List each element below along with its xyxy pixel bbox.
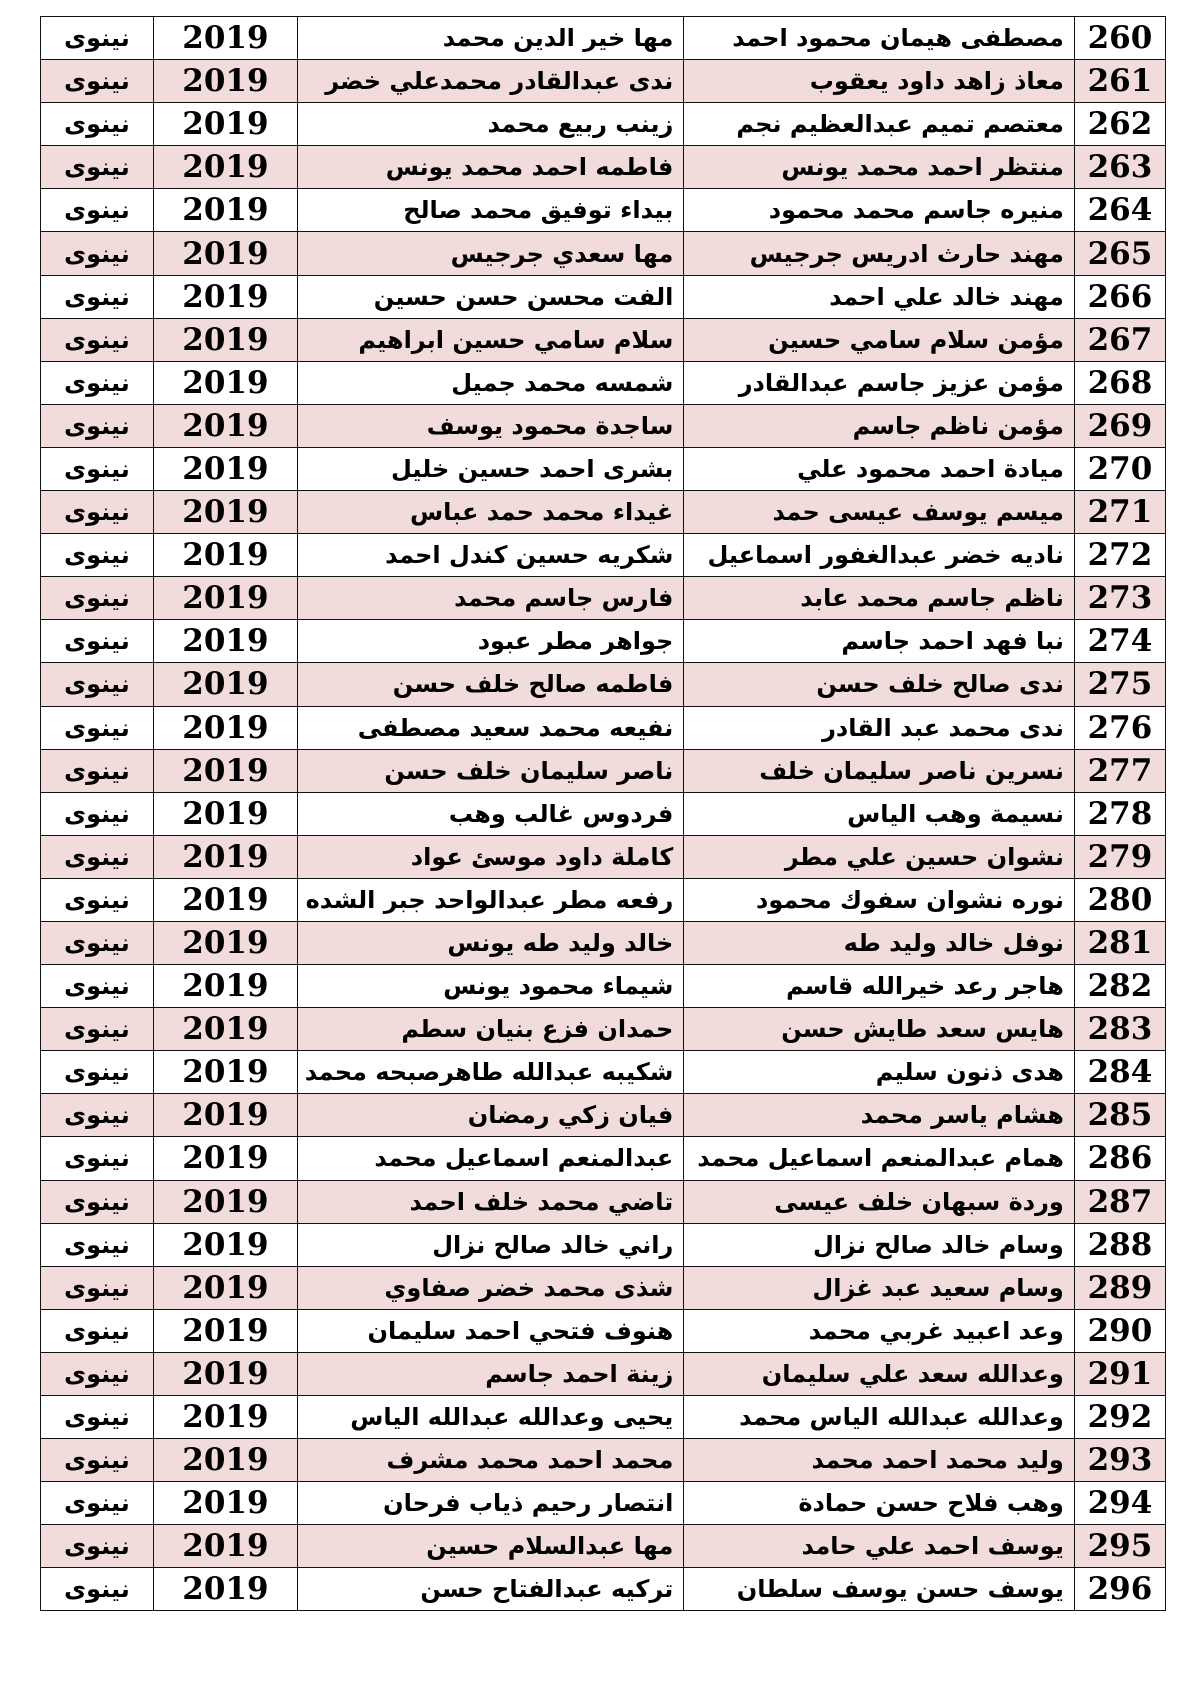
mother-name: محمد احمد محمد مشرف (297, 1439, 683, 1482)
row-number: 276 (1074, 706, 1165, 749)
table-row (41, 878, 1166, 921)
full-name: نسرين ناصر سليمان خلف (684, 749, 1075, 792)
year: 2019 (153, 60, 297, 103)
mother-name: تركيه عبدالفتاح حسن (297, 1568, 683, 1611)
mother-name: شكيبه عبدالله طاهرصبحه محمد (297, 1051, 683, 1094)
year: 2019 (153, 577, 297, 620)
row-number: 261 (1074, 60, 1165, 103)
full-name: وسام خالد صالح نزال (684, 1223, 1075, 1266)
year: 2019 (153, 620, 297, 663)
row-number: 260 (1074, 17, 1165, 60)
year: 2019 (153, 17, 297, 60)
full-name: مهند حارث ادريس جرجيس (684, 232, 1075, 275)
table-row (41, 1309, 1166, 1352)
governorate: نينوى (41, 1008, 154, 1051)
table-row (41, 1439, 1166, 1482)
mother-name: يحيى وعدالله عبدالله الياس (297, 1396, 683, 1439)
row-number: 268 (1074, 361, 1165, 404)
full-name: وليد محمد احمد محمد (684, 1439, 1075, 1482)
year: 2019 (153, 1352, 297, 1395)
full-name: وعدالله سعد علي سليمان (684, 1352, 1075, 1395)
row-number: 282 (1074, 965, 1165, 1008)
row-number: 262 (1074, 103, 1165, 146)
full-name: نوفل خالد وليد طه (684, 921, 1075, 964)
full-name: هشام ياسر محمد (684, 1094, 1075, 1137)
table-row (41, 1396, 1166, 1439)
full-name: نوره نشوان سفوك محمود (684, 878, 1075, 921)
year: 2019 (153, 275, 297, 318)
full-name: هدى ذنون سليم (684, 1051, 1075, 1094)
table-row (41, 1482, 1166, 1525)
row-number: 277 (1074, 749, 1165, 792)
governorate: نينوى (41, 835, 154, 878)
full-name: ندى محمد عبد القادر (684, 706, 1075, 749)
year: 2019 (153, 878, 297, 921)
governorate: نينوى (41, 1180, 154, 1223)
table-row (41, 1525, 1166, 1568)
governorate: نينوى (41, 534, 154, 577)
mother-name: راني خالد صالح نزال (297, 1223, 683, 1266)
full-name: مؤمن ناظم جاسم (684, 404, 1075, 447)
year: 2019 (153, 1051, 297, 1094)
mother-name: خالد وليد طه يونس (297, 921, 683, 964)
year: 2019 (153, 965, 297, 1008)
table-row (41, 1051, 1166, 1094)
row-number: 274 (1074, 620, 1165, 663)
row-number: 294 (1074, 1482, 1165, 1525)
year: 2019 (153, 534, 297, 577)
full-name: منيره جاسم محمد محمود (684, 189, 1075, 232)
governorate: نينوى (41, 189, 154, 232)
full-name: وعدالله عبدالله الياس محمد (684, 1396, 1075, 1439)
governorate: نينوى (41, 447, 154, 490)
full-name: وردة سبهان خلف عيسى (684, 1180, 1075, 1223)
mother-name: سلام سامي حسين ابراهيم (297, 318, 683, 361)
table-row (41, 534, 1166, 577)
governorate: نينوى (41, 792, 154, 835)
table-row (41, 792, 1166, 835)
governorate: نينوى (41, 318, 154, 361)
year: 2019 (153, 1266, 297, 1309)
year: 2019 (153, 1137, 297, 1180)
governorate: نينوى (41, 663, 154, 706)
table-row (41, 146, 1166, 189)
row-number: 283 (1074, 1008, 1165, 1051)
table-row (41, 1568, 1166, 1611)
table-row (41, 835, 1166, 878)
governorate: نينوى (41, 1094, 154, 1137)
table-row (41, 491, 1166, 534)
full-name: ندى صالح خلف حسن (684, 663, 1075, 706)
table-row (41, 189, 1166, 232)
row-number: 271 (1074, 491, 1165, 534)
year: 2019 (153, 1223, 297, 1266)
full-name: معتصم تميم عبدالعظيم نجم (684, 103, 1075, 146)
mother-name: حمدان فزع بنيان سطم (297, 1008, 683, 1051)
mother-name: شذى محمد خضر صفاوي (297, 1266, 683, 1309)
governorate: نينوى (41, 361, 154, 404)
mother-name: ندى عبدالقادر محمدعلي خضر (297, 60, 683, 103)
table-row (41, 663, 1166, 706)
mother-name: نفيعه محمد سعيد مصطفى (297, 706, 683, 749)
mother-name: فاطمه صالح خلف حسن (297, 663, 683, 706)
year: 2019 (153, 1180, 297, 1223)
row-number: 269 (1074, 404, 1165, 447)
mother-name: غيداء محمد حمد عباس (297, 491, 683, 534)
row-number: 264 (1074, 189, 1165, 232)
row-number: 278 (1074, 792, 1165, 835)
governorate: نينوى (41, 17, 154, 60)
row-number: 265 (1074, 232, 1165, 275)
table-row (41, 1266, 1166, 1309)
full-name: يوسف حسن يوسف سلطان (684, 1568, 1075, 1611)
mother-name: جواهر مطر عبود (297, 620, 683, 663)
mother-name: ناصر سليمان خلف حسن (297, 749, 683, 792)
year: 2019 (153, 663, 297, 706)
year: 2019 (153, 1309, 297, 1352)
table-row (41, 232, 1166, 275)
table-row (41, 921, 1166, 964)
year: 2019 (153, 1525, 297, 1568)
year: 2019 (153, 361, 297, 404)
row-number: 288 (1074, 1223, 1165, 1266)
full-name: همام عبدالمنعم اسماعيل محمد (684, 1137, 1075, 1180)
year: 2019 (153, 447, 297, 490)
row-number: 293 (1074, 1439, 1165, 1482)
governorate: نينوى (41, 146, 154, 189)
governorate: نينوى (41, 404, 154, 447)
governorate: نينوى (41, 1266, 154, 1309)
mother-name: انتصار رحيم ذياب فرحان (297, 1482, 683, 1525)
table-row (41, 965, 1166, 1008)
full-name: مصطفى هيمان محمود احمد (684, 17, 1075, 60)
year: 2019 (153, 146, 297, 189)
full-name: نشوان حسين علي مطر (684, 835, 1075, 878)
mother-name: تاضي محمد خلف احمد (297, 1180, 683, 1223)
table-row (41, 1223, 1166, 1266)
year: 2019 (153, 1568, 297, 1611)
governorate: نينوى (41, 1396, 154, 1439)
mother-name: زينب ربيع محمد (297, 103, 683, 146)
year: 2019 (153, 404, 297, 447)
governorate: نينوى (41, 749, 154, 792)
governorate: نينوى (41, 1309, 154, 1352)
mother-name: كاملة داود موسئ عواد (297, 835, 683, 878)
row-number: 292 (1074, 1396, 1165, 1439)
mother-name: فيان زكي رمضان (297, 1094, 683, 1137)
mother-name: ساجدة محمود يوسف (297, 404, 683, 447)
governorate: نينوى (41, 620, 154, 663)
names-table (40, 16, 1166, 1611)
table-row (41, 318, 1166, 361)
row-number: 296 (1074, 1568, 1165, 1611)
year: 2019 (153, 792, 297, 835)
table-row (41, 1008, 1166, 1051)
row-number: 267 (1074, 318, 1165, 361)
governorate: نينوى (41, 491, 154, 534)
governorate: نينوى (41, 1439, 154, 1482)
governorate: نينوى (41, 921, 154, 964)
full-name: هاجر رعد خيرالله قاسم (684, 965, 1075, 1008)
year: 2019 (153, 1094, 297, 1137)
governorate: نينوى (41, 1482, 154, 1525)
table-row (41, 103, 1166, 146)
governorate: نينوى (41, 965, 154, 1008)
year: 2019 (153, 835, 297, 878)
year: 2019 (153, 103, 297, 146)
mother-name: شكريه حسين كندل احمد (297, 534, 683, 577)
full-name: يوسف احمد علي حامد (684, 1525, 1075, 1568)
year: 2019 (153, 318, 297, 361)
row-number: 270 (1074, 447, 1165, 490)
mother-name: فاطمه احمد محمد يونس (297, 146, 683, 189)
table-row (41, 749, 1166, 792)
mother-name: رفعه مطر عبدالواحد جبر الشده (297, 878, 683, 921)
row-number: 281 (1074, 921, 1165, 964)
mother-name: مها عبدالسلام حسين (297, 1525, 683, 1568)
year: 2019 (153, 749, 297, 792)
full-name: مؤمن عزيز جاسم عبدالقادر (684, 361, 1075, 404)
table-row (41, 404, 1166, 447)
table-row (41, 1180, 1166, 1223)
mother-name: الفت محسن حسن حسين (297, 275, 683, 318)
governorate: نينوى (41, 103, 154, 146)
full-name: ناظم جاسم محمد عابد (684, 577, 1075, 620)
full-name: نسيمة وهب الياس (684, 792, 1075, 835)
mother-name: مها سعدي جرجيس (297, 232, 683, 275)
row-number: 286 (1074, 1137, 1165, 1180)
year: 2019 (153, 232, 297, 275)
row-number: 263 (1074, 146, 1165, 189)
mother-name: هنوف فتحي احمد سليمان (297, 1309, 683, 1352)
row-number: 287 (1074, 1180, 1165, 1223)
governorate: نينوى (41, 1352, 154, 1395)
row-number: 289 (1074, 1266, 1165, 1309)
table-row (41, 620, 1166, 663)
governorate: نينوى (41, 1525, 154, 1568)
mother-name: شيماء محمود يونس (297, 965, 683, 1008)
year: 2019 (153, 921, 297, 964)
row-number: 280 (1074, 878, 1165, 921)
full-name: وعد اعبيد غربي محمد (684, 1309, 1075, 1352)
governorate: نينوى (41, 577, 154, 620)
full-name: مؤمن سلام سامي حسين (684, 318, 1075, 361)
table-row (41, 1094, 1166, 1137)
table-row (41, 17, 1166, 60)
mother-name: عبدالمنعم اسماعيل محمد (297, 1137, 683, 1180)
year: 2019 (153, 1396, 297, 1439)
row-number: 295 (1074, 1525, 1165, 1568)
governorate: نينوى (41, 706, 154, 749)
table-row (41, 361, 1166, 404)
mother-name: بشرى احمد حسين خليل (297, 447, 683, 490)
year: 2019 (153, 189, 297, 232)
governorate: نينوى (41, 275, 154, 318)
row-number: 266 (1074, 275, 1165, 318)
mother-name: فارس جاسم محمد (297, 577, 683, 620)
governorate: نينوى (41, 1223, 154, 1266)
mother-name: شمسه محمد جميل (297, 361, 683, 404)
governorate: نينوى (41, 1568, 154, 1611)
full-name: نبا فهد احمد جاسم (684, 620, 1075, 663)
governorate: نينوى (41, 1137, 154, 1180)
table-row (41, 60, 1166, 103)
year: 2019 (153, 1439, 297, 1482)
row-number: 279 (1074, 835, 1165, 878)
full-name: ميسم يوسف عيسى حمد (684, 491, 1075, 534)
table-row (41, 1352, 1166, 1395)
full-name: وسام سعيد عبد غزال (684, 1266, 1075, 1309)
full-name: هايس سعد طايش حسن (684, 1008, 1075, 1051)
mother-name: فردوس غالب وهب (297, 792, 683, 835)
full-name: ميادة احمد محمود علي (684, 447, 1075, 490)
table-row (41, 447, 1166, 490)
full-name: معاذ زاهد داود يعقوب (684, 60, 1075, 103)
year: 2019 (153, 706, 297, 749)
full-name: منتظر احمد محمد يونس (684, 146, 1075, 189)
table-row (41, 706, 1166, 749)
full-name: ناديه خضر عبدالغفور اسماعيل (684, 534, 1075, 577)
year: 2019 (153, 491, 297, 534)
governorate: نينوى (41, 1051, 154, 1094)
row-number: 290 (1074, 1309, 1165, 1352)
mother-name: بيداء توفيق محمد صالح (297, 189, 683, 232)
row-number: 285 (1074, 1094, 1165, 1137)
mother-name: مها خير الدين محمد (297, 17, 683, 60)
governorate: نينوى (41, 232, 154, 275)
row-number: 291 (1074, 1352, 1165, 1395)
table-row (41, 577, 1166, 620)
row-number: 272 (1074, 534, 1165, 577)
row-number: 273 (1074, 577, 1165, 620)
row-number: 284 (1074, 1051, 1165, 1094)
year: 2019 (153, 1482, 297, 1525)
full-name: وهب فلاح حسن حمادة (684, 1482, 1075, 1525)
row-number: 275 (1074, 663, 1165, 706)
full-name: مهند خالد علي احمد (684, 275, 1075, 318)
table-row (41, 1137, 1166, 1180)
mother-name: زينة احمد جاسم (297, 1352, 683, 1395)
year: 2019 (153, 1008, 297, 1051)
governorate: نينوى (41, 60, 154, 103)
governorate: نينوى (41, 878, 154, 921)
table-row (41, 275, 1166, 318)
